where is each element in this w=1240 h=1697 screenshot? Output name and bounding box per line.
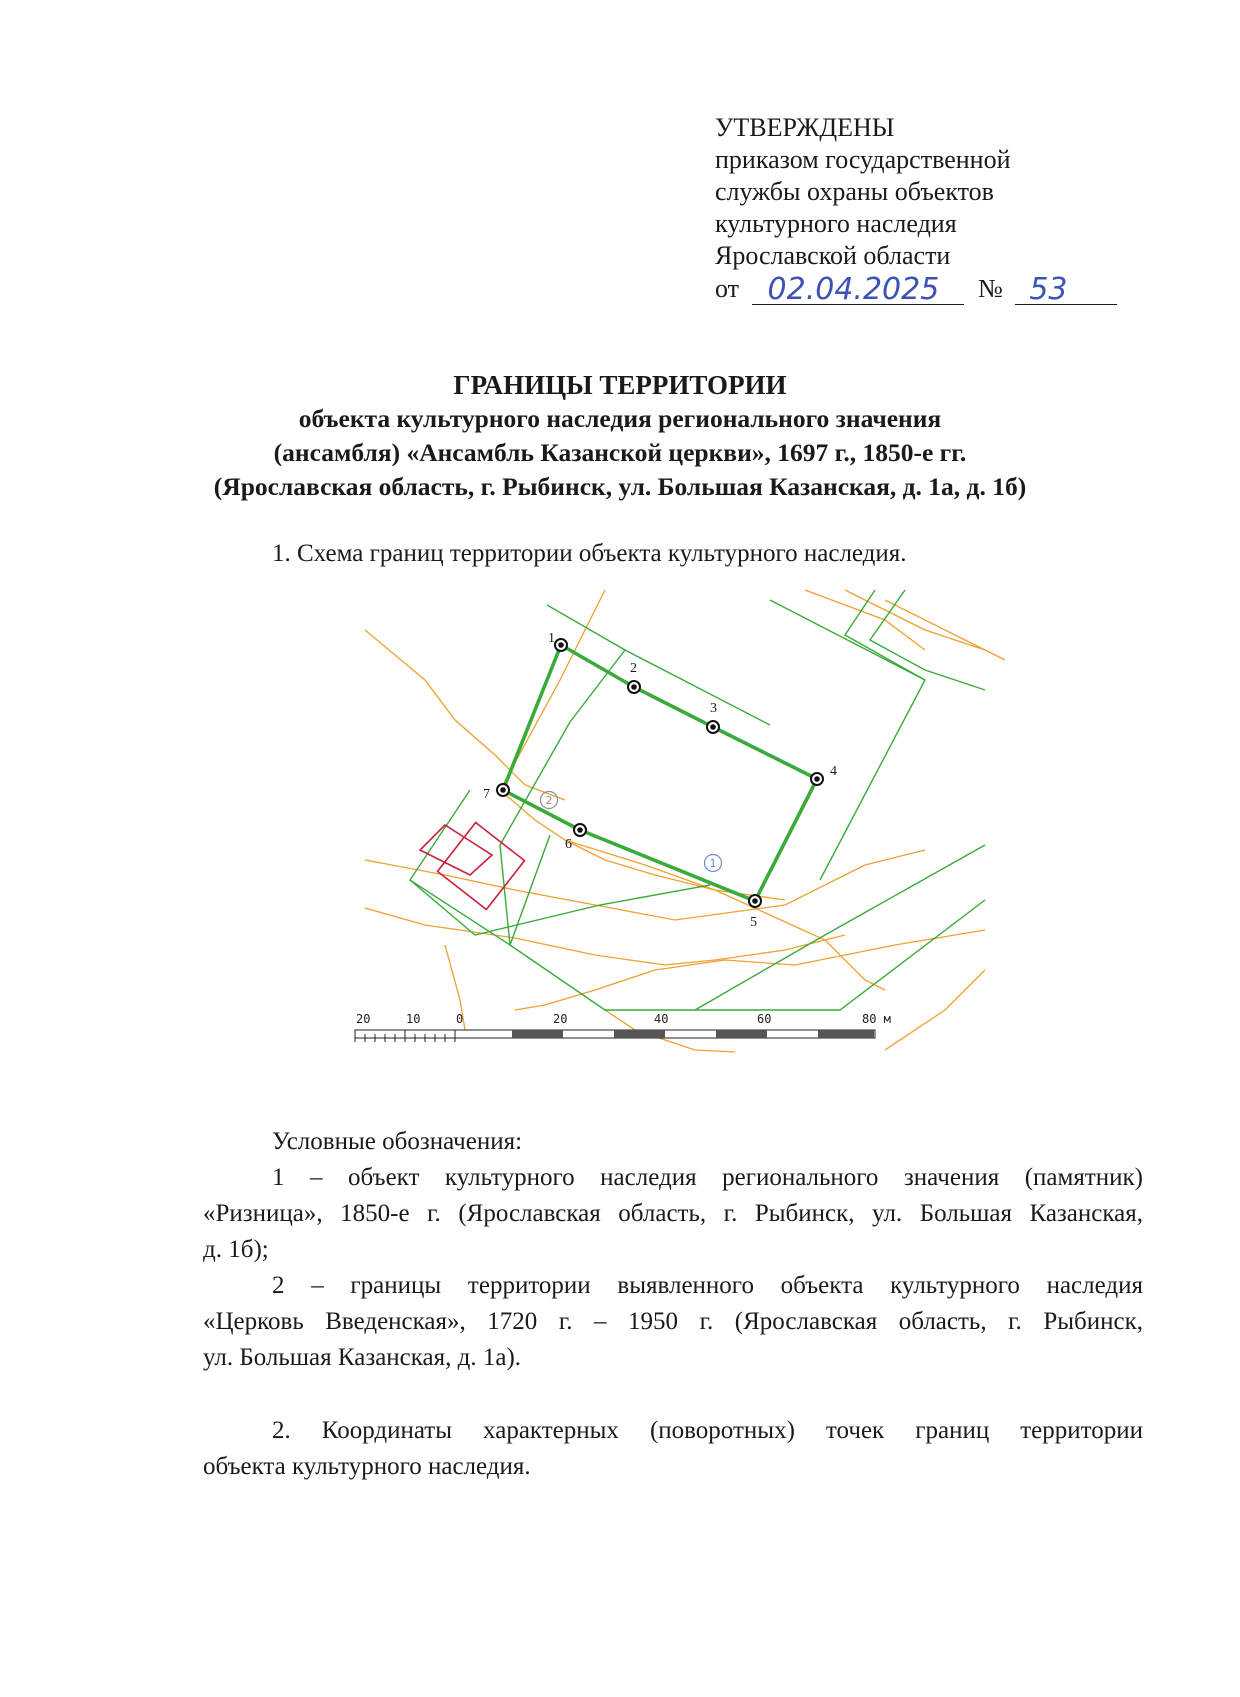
from-label: от bbox=[715, 274, 740, 303]
terrain-contours bbox=[365, 590, 1005, 1052]
zone-marker-label: 2 bbox=[545, 794, 553, 807]
section2 bbox=[203, 1413, 1143, 1485]
point-label: 3 bbox=[710, 701, 717, 716]
legend bbox=[203, 1124, 1143, 1376]
approval-heading: УТВЕРЖДЕНЫ bbox=[715, 113, 895, 142]
approval-line: службы охраны объектов bbox=[715, 177, 994, 206]
scale-segment bbox=[614, 1030, 665, 1038]
legend-item-2-line: 2 – границы территории выявленного объекта культурного наследия bbox=[272, 1272, 1143, 1299]
document-title bbox=[0, 368, 1240, 504]
title-line: ГРАНИЦЫ ТЕРРИТОРИИ bbox=[453, 370, 787, 400]
contour-line bbox=[515, 930, 985, 1010]
legend-item-1-line: 1 – объект культурного наследия регионального значения (памятник) bbox=[272, 1164, 1143, 1191]
contour-line bbox=[365, 630, 565, 800]
scale-segment bbox=[512, 1030, 563, 1038]
legend-item-2-line: ул. Большая Казанская, д. 1а). bbox=[203, 1344, 522, 1371]
parcel-outline bbox=[770, 600, 925, 880]
legend-heading: Условные обозначения: bbox=[272, 1128, 523, 1155]
scale-segment bbox=[716, 1030, 767, 1038]
approval-block bbox=[715, 112, 1117, 305]
section1-heading: 1. Схема границ территории объекта культурного наследия. bbox=[272, 540, 907, 567]
title-line: объекта культурного наследия регионального значения bbox=[298, 404, 942, 433]
cadastral-parcels bbox=[410, 590, 985, 1010]
approval-line: культурного наследия bbox=[715, 209, 957, 238]
scale-bar bbox=[355, 1012, 891, 1042]
boundary-point-dot bbox=[577, 827, 583, 833]
scale-label: 20 bbox=[356, 1012, 371, 1026]
point-label: 4 bbox=[830, 764, 837, 779]
section2-line: 2. Координаты характерных (поворотных) точек границ территории bbox=[272, 1417, 1143, 1444]
handwritten-number: 53 bbox=[1029, 272, 1068, 307]
number-label: № bbox=[978, 274, 1003, 303]
scale-label: 0 bbox=[456, 1012, 464, 1026]
boundary-point-dot bbox=[814, 776, 820, 782]
scale-label: 60 bbox=[757, 1012, 772, 1026]
scale-label: 20 bbox=[553, 1012, 568, 1026]
legend-item-1-line: д. 1б); bbox=[203, 1236, 269, 1263]
parcel-outline bbox=[410, 790, 985, 1010]
zone-marker-label: 1 bbox=[709, 857, 717, 870]
parcel-outline bbox=[870, 590, 985, 690]
scale-segment bbox=[818, 1030, 874, 1038]
boundary-point-dot bbox=[710, 724, 716, 730]
point-label: 6 bbox=[565, 837, 572, 852]
scale-label: 10 bbox=[406, 1012, 421, 1026]
parcel-outline bbox=[845, 590, 925, 680]
point-label: 1 bbox=[548, 631, 555, 646]
contour-line bbox=[845, 590, 985, 650]
boundary-scheme-map bbox=[356, 590, 985, 1090]
title-line: (Ярославская область, г. Рыбинск, ул. Большая Казанская, д. 1а, д. 1б) bbox=[213, 472, 1027, 501]
point-label: 5 bbox=[750, 915, 757, 930]
boundary-point-dot bbox=[631, 684, 637, 690]
approval-line: Ярославской области bbox=[715, 241, 951, 270]
number-field bbox=[1015, 272, 1117, 305]
contour-line bbox=[365, 850, 925, 920]
point-label: 2 bbox=[630, 661, 637, 676]
section2-line: объекта культурного наследия. bbox=[203, 1453, 531, 1480]
parcel-outline bbox=[410, 880, 710, 935]
legend-item-2-line: «Церковь Введенская», 1720 г. – 1950 г. (Ярославская область, г. Рыбинск, bbox=[203, 1308, 1143, 1335]
date-field bbox=[752, 272, 964, 305]
contour-line bbox=[885, 600, 1005, 660]
point-label: 7 bbox=[483, 787, 490, 802]
handwritten-date: 02.04.2025 bbox=[767, 272, 940, 307]
parcel-outline bbox=[547, 605, 625, 722]
boundary-point-dot bbox=[558, 642, 564, 648]
contour-line bbox=[885, 970, 985, 1050]
parcel-outline bbox=[625, 650, 770, 725]
territory-boundary bbox=[503, 645, 817, 901]
contour-line bbox=[805, 590, 925, 650]
legend-item-1-line: «Ризница», 1850-е г. (Ярославская область, г. Рыбинск, ул. Большая Казанская, bbox=[203, 1200, 1143, 1227]
zone-marker-2 bbox=[541, 792, 558, 809]
zone-marker-1 bbox=[705, 855, 722, 872]
parcel-outline bbox=[695, 845, 985, 1010]
boundary-point-dot bbox=[500, 787, 506, 793]
scale-label: 80 м bbox=[862, 1012, 891, 1026]
scale-label: 40 bbox=[654, 1012, 669, 1026]
title-line: (ансамбля) «Ансамбль Казанской церкви», 1697 г., 1850-е гг. bbox=[273, 438, 967, 467]
approval-line: приказом государственной bbox=[715, 145, 1011, 174]
parcel-outline bbox=[500, 722, 570, 945]
approval-date-number-line bbox=[715, 272, 1117, 305]
boundary-point-dot bbox=[752, 898, 758, 904]
